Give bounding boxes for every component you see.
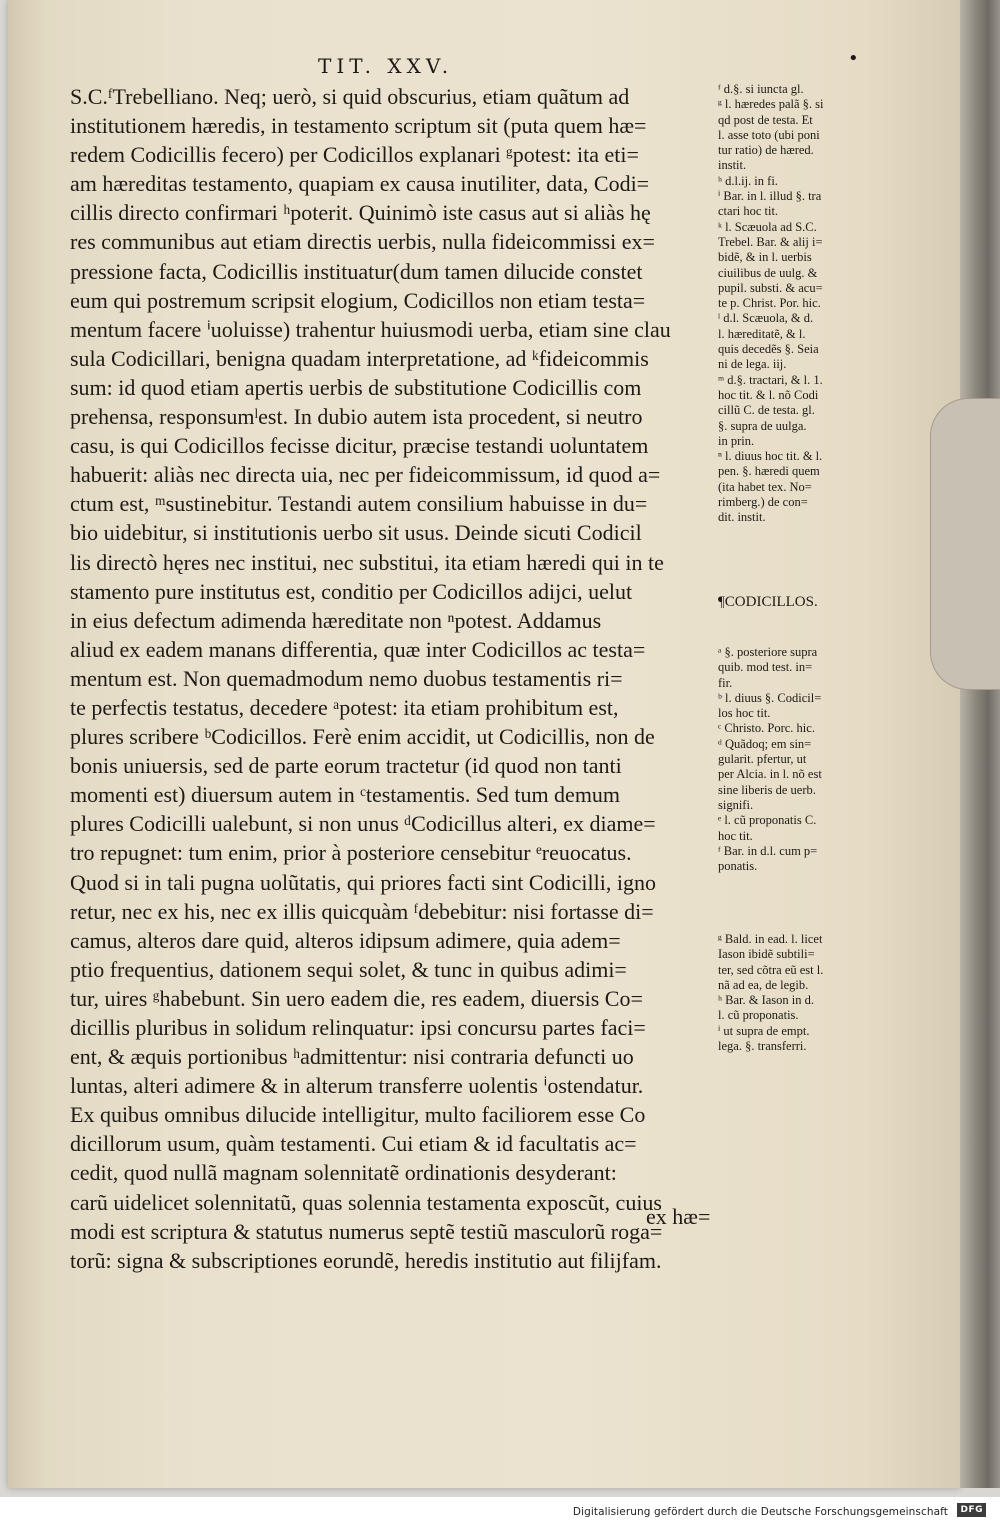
margin-note-line: quib. mod test. in= [718, 660, 813, 675]
text-line: mentum facere ⁱuoluisse) trahentur huiusmodi uerba, etiam sine clau [70, 316, 671, 342]
catchword: ex hæ= [646, 1204, 711, 1229]
margin-heading-block [718, 592, 893, 612]
text-line: lis directò hęres nec institui, nec substitui, ita etiam hæredi qui in te [70, 549, 664, 575]
page-edge [960, 0, 1000, 1488]
text-line: modi est scriptura & statutus numerus septẽ testiũ masculorũ roga= [70, 1218, 663, 1244]
margin-note-line: l. cũ proponatis. [718, 1008, 799, 1023]
margin-note-line: (ita habet tex. No= [718, 479, 812, 494]
margin-note-line: ᵈ Quãdoq; em sin= [718, 736, 812, 751]
margin-note-line: bidẽ, & in l. uerbis [718, 250, 812, 265]
margin-note-line: ᶜ Christo. Porc. hic. [718, 721, 815, 736]
margin-note-line: ter, sed cõtra eũ est l. [718, 962, 824, 977]
text-line: retur, nec ex his, nec ex illis quicquàm ᶠdebebitur: nisi fortasse di= [70, 898, 654, 924]
text-line: stamento pure institutus est, conditio per Codicillos adijci, uelut [70, 578, 633, 604]
text-line: plures scribere ᵇCodicillos. Ferè enim accidit, ut Codicillis, non de [70, 724, 655, 750]
margin-note-line: ᶠ d.§. si iuncta gl. [718, 82, 804, 96]
text-line: pressione facta, Codicillis instituatur(dum tamen dilucide constet [70, 258, 643, 284]
text-line: momenti est) diuersum autem in ᶜtestamentis. Sed tum demum [70, 782, 621, 808]
margin-note-line: per Alcia. in l. nõ est [718, 767, 822, 782]
text-line: tur, uires ᵍhabebunt. Sin uero eadem die, res eadem, diuersis Co= [70, 985, 643, 1011]
margin-note-line: ʰ d.l.ij. in fi. [718, 173, 778, 188]
margin-note-line: ᵐ d.§. tractari, & l. 1. [718, 372, 823, 387]
text-line: habuerit: aliàs nec directa uia, nec per fideicommissum, id quod a= [70, 462, 661, 488]
text-line: cedit, quod nullã magnam solennitatẽ ordinationis desyderant: [70, 1160, 617, 1186]
margin-note-line: instit. [718, 158, 747, 173]
footer-credit: Digitalisierung gefördert durch die Deutsche Forschungsgemeinschaft [572, 1506, 948, 1518]
text-line: bonis uniuersis, sed de parte eorum tractetur (id quod non tanti [70, 753, 622, 779]
margin-note-line: te p. Christ. Por. hic. [718, 296, 821, 311]
margin-note-line: hoc tit. [718, 828, 753, 843]
text-line: dicillis pluribus in solidum relinquatur: ipsi concursu partes faci= [70, 1015, 646, 1040]
text-line: Ex quibus omnibus dilucide intelligitur, multo faciliorem esse Co [70, 1102, 646, 1128]
text-line: ent, & æquis portionibus ʰadmittentur: nisi contraria defuncti uo [70, 1044, 634, 1070]
margin-note-line: qd post de testa. Et [718, 112, 813, 127]
margin-note-line: ˡ d.l. Scæuola, & d. [718, 311, 814, 326]
margin-note-line: ᵉ l. cũ proponatis C. [718, 813, 817, 828]
margin-notes-top [718, 82, 893, 526]
margin-note-line: los hoc tit. [718, 706, 771, 721]
margin-note-line: ⁿ l. diuus hoc tit. & l. [718, 449, 823, 464]
margin-note-line: ctari hoc tit. [718, 204, 779, 219]
margin-note-line: Iason ibidẽ subtili= [718, 947, 815, 962]
text-line: carũ uidelicet solennitatũ, quas solennia testamenta exposcũt, cuius [70, 1189, 662, 1215]
running-head: TIT. XXV. [318, 54, 454, 78]
text-line: aliud ex eadem manans differentia, quæ inter Codicillos ac testa= [70, 636, 646, 662]
margin-note-line: dit. instit. [718, 510, 766, 525]
margin-note-line: pen. §. hæredi quem [718, 464, 820, 479]
text-line: S.C.ᶠTrebelliano. Neq; uerò, si quid obscurius, etiam quãtum ad [70, 84, 630, 109]
margin-note-line: ciuilibus de uulg. & [718, 265, 818, 280]
text-line: mentum est. Non quemadmodum nemo duobus testamentis ri= [70, 665, 623, 691]
text-line: in eius defectum adimenda hæreditate non ⁿpotest. Addamus [70, 607, 602, 633]
margin-note-line: l. asse toto (ubi poni [718, 127, 820, 142]
text-line: sum: id quod etiam apertis uerbis de substitutione Codicillis com [70, 374, 642, 400]
text-line: redem Codicillis fecero) per Codicillos explanari ᵍpotest: ita eti= [70, 142, 639, 168]
text-line: plures Codicilli ualebunt, si non unus ᵈCodicillus alteri, ex diame= [70, 811, 656, 837]
margin-note-line: ᵍ Bald. in ead. l. licet [718, 932, 823, 946]
margin-note-line: ⁱ ut supra de empt. [718, 1023, 810, 1038]
margin-note-line: sine liberis de uerb. [718, 782, 816, 797]
margin-note-line: fir. [718, 675, 733, 690]
text-line: am hæreditas testamento, quapiam ex causa inutiliter, data, Codi= [70, 171, 650, 197]
thumb-tab [930, 398, 1000, 690]
margin-heading: ¶CODICILLOS. [718, 594, 818, 610]
text-line: eum qui postremum scripsit elogium, Codicillos non etiam testa= [70, 287, 646, 313]
margin-note-line: ᵍ l. hæredes palã §. si [718, 97, 824, 112]
text-line: res communibus aut etiam directis uerbis, nulla fideicommissi ex= [70, 229, 655, 255]
margin-note-line: gularit. pfertur, ut [718, 752, 807, 767]
text-line: institutionem hæredis, in testamento scriptum sit (puta quem hæ= [70, 113, 647, 139]
text-line: camus, alteros dare quid, alteros idipsum adimere, quia adem= [70, 927, 621, 953]
margin-note-line: quis decedẽs §. Seia [718, 342, 819, 357]
margin-note-line: nã ad ea, de legib. [718, 977, 809, 992]
margin-note-line: Trebel. Bar. & alij i= [718, 234, 823, 249]
text-line: Quod si in tali pugna uolũtatis, qui priores facti sint Codicilli, igno [70, 869, 656, 895]
margin-note-line: l. hæreditatẽ, & l. [718, 326, 806, 341]
margin-note-line: cillũ C. de testa. gl. [718, 403, 815, 418]
margin-note-line: ponatis. [718, 859, 758, 874]
text-line: tro repugnet: tum enim, prior à posteriore censebitur ᵉreuocatus. [70, 840, 632, 866]
text-line: sula Codicillari, benigna quadam interpretatione, ad ᵏfideicommis [70, 345, 649, 371]
text-line: bio uidebitur, si institutionis uerbo sit usus. Deinde sicuti Codicil [70, 520, 642, 546]
text-line: ctum est, ᵐsustinebitur. Testandi autem consilium habuisse in du= [70, 491, 648, 517]
margin-note-line: ᵇ l. diuus §. Codicil= [718, 690, 822, 705]
text-line: prehensa, responsumˡest. In dubio autem ista procedent, si neutro [70, 404, 643, 430]
dfg-logo: DFG [957, 1503, 986, 1517]
margin-note-line: in prin. [718, 433, 755, 448]
margin-note-line: ᵏ l. Scæuola ad S.C. [718, 219, 817, 234]
margin-note-line: hoc tit. & l. nõ Codi [718, 387, 819, 402]
margin-note-line: rimberg.) de con= [718, 495, 808, 510]
margin-note-line: signifi. [718, 797, 754, 812]
text-line: te perfectis testatus, decedere ᵃpotest: ita etiam prohibitum est, [70, 694, 619, 720]
margin-note-line: tur ratio) de hæred. [718, 143, 814, 158]
margin-note-line: lega. §. transferri. [718, 1039, 807, 1054]
margin-note-line: pupil. substi. & acu= [718, 280, 823, 295]
margin-note-line: ⁱ Bar. in l. illud §. tra [718, 189, 822, 204]
margin-note-line: ᶠ Bar. in d.l. cum p= [718, 843, 818, 858]
margin-notes-last [718, 932, 893, 1054]
text-line: ptio frequentius, dationem sequi solet, & tunc in quibus adimi= [70, 956, 627, 982]
margin-notes-bottom [718, 645, 893, 874]
text-line: luntas, alteri adimere & in alterum transferre uolentis ⁱostendatur. [70, 1073, 644, 1099]
text-line: dicillorum usum, quàm testamenti. Cui etiam & id facultatis ac= [70, 1131, 637, 1157]
text-line: cillis directo confirmari ʰpoterit. Quinimò iste casus aut si aliàs hę [70, 200, 651, 226]
margin-note-line: ᵃ §. posteriore supra [718, 645, 818, 659]
main-text-column [70, 82, 730, 1275]
text-line: casu, is qui Codicillos fecisse dicitur, præcise testandi uoluntatem [70, 433, 649, 459]
folio-mark: • [848, 48, 859, 69]
margin-note-line: ʰ Bar. & Iason in d. [718, 993, 815, 1008]
margin-note-line: ni de lega. iij. [718, 357, 787, 372]
margin-note-line: §. supra de uulga. [718, 418, 807, 433]
text-line: torũ: signa & subscriptiones eorundẽ, heredis institutio aut filijfam. [70, 1247, 662, 1273]
